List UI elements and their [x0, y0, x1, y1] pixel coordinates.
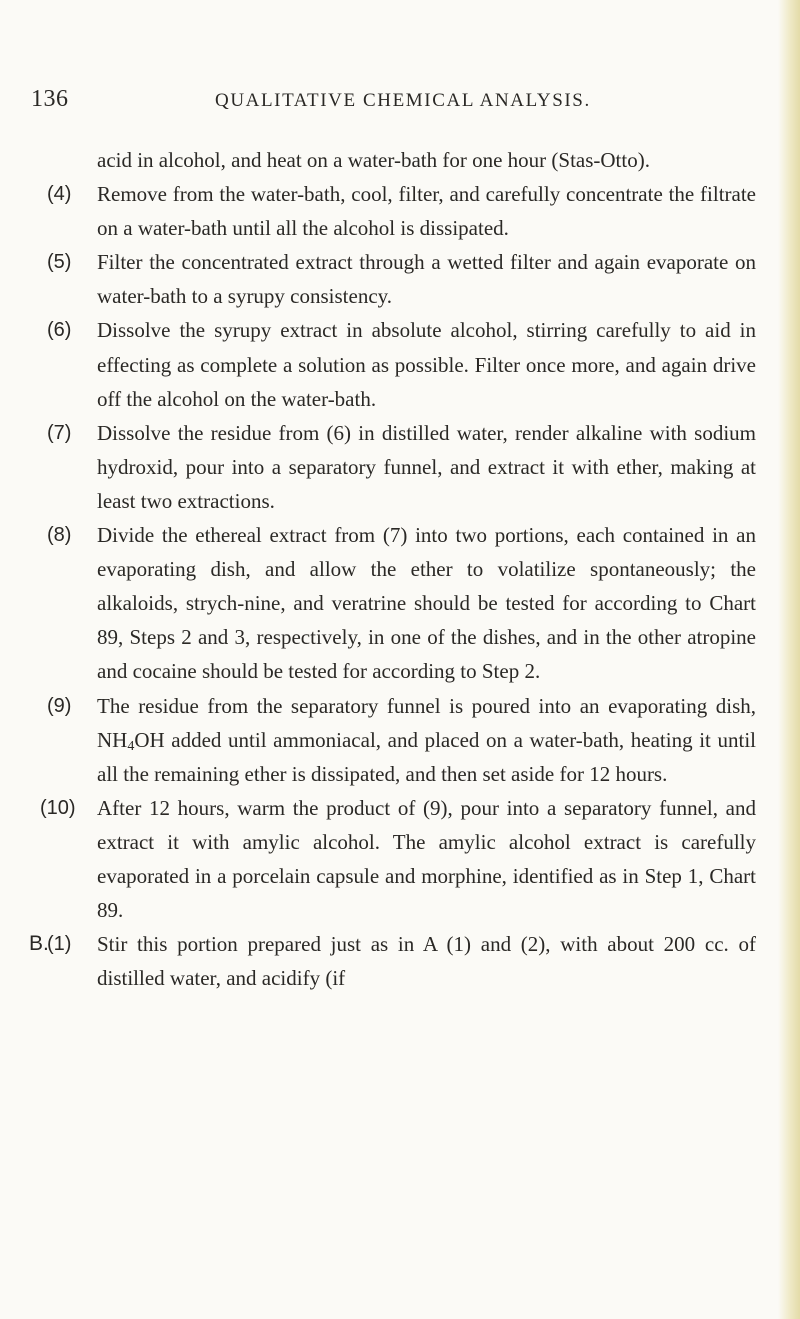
paragraph-text: Dissolve the residue from (6) in distilled water, render alkaline with sodium hydroxid, pour into a separatory funnel, and extract it with ether, making at least two extractions. — [97, 420, 756, 513]
paragraph-step-8 — [0, 518, 800, 688]
paragraph-text: Dissolve the syrupy extract in absolute alcohol, stirring carefully to aid in effecting as complete a solution as possible. Filter once more, and again drive off the alcohol on the water-bath. — [97, 318, 756, 411]
paragraph-text: Remove from the water-bath, cool, filter, and carefully concentrate the filtrate on a water-bath until all the alcohol is dissipated. — [97, 182, 756, 241]
paragraph-step-5 — [0, 245, 800, 313]
step-label: (4) — [47, 183, 72, 206]
paragraph-text — [97, 689, 756, 791]
paragraph-text: Stir this portion prepared just as in A (1) and (2), with about 200 cc. of distilled water, and acidify (if — [97, 932, 756, 991]
paragraph-text: After 12 hours, warm the product of (9), pour into a separatory funnel, and extract it with amylic alcohol. The amylic alcohol extract is carefully evaporated in a porcelain capsule and morphine, identified as in Step 1, Chart 89. — [97, 795, 756, 923]
body-text — [0, 143, 800, 995]
formula-subscript: 4 — [127, 738, 135, 754]
step-label: (9) — [47, 694, 72, 717]
step-label: (5) — [47, 251, 72, 274]
page-header — [0, 86, 800, 126]
paragraph-step-7 — [0, 416, 800, 518]
paragraph-text: Divide the ethereal extract from (7) into two portions, each contained in an evaporating dish, and allow the ether to volatilize spontaneously; the alkaloids, strych-nine, and veratrine should be tested for according to Chart 89, Steps 2 and 3, respectively, in one of the dishes, and in the other atropine and cocaine should be tested for according to Step 2. — [97, 523, 756, 684]
paragraph-step-10 — [0, 791, 800, 927]
text-before-formula: The residue from the separatory funnel is poured into an evaporating dish, NH — [97, 693, 756, 752]
page-number: 136 — [31, 86, 69, 112]
paragraph-continuation — [0, 143, 800, 177]
paragraph-step-9 — [0, 689, 800, 791]
paragraph-step-6 — [0, 313, 800, 415]
step-label: (6) — [47, 319, 72, 342]
paragraph-text: Filter the concentrated extract through a wetted filter and again evaporate on water-bath to a syrupy consistency. — [97, 250, 756, 309]
step-label: (1) — [47, 933, 72, 956]
step-label: (8) — [47, 524, 72, 547]
step-label: (7) — [47, 421, 72, 444]
paragraph-section-b-step-1 — [0, 927, 800, 995]
step-label: (10) — [40, 796, 76, 819]
paragraph-step-4 — [0, 177, 800, 245]
paragraph-text: acid in alcohol, and heat on a water-bath for one hour (Stas-Otto). — [97, 148, 650, 172]
text-after-formula: OH added until ammoniacal, and placed on a water-bath, heating it until all the remaining ether is dissipated, and then set aside for 12 hours. — [97, 727, 756, 786]
running-head: QUALITATIVE CHEMICAL ANALYSIS. — [215, 90, 591, 111]
section-label: B. — [29, 932, 49, 956]
